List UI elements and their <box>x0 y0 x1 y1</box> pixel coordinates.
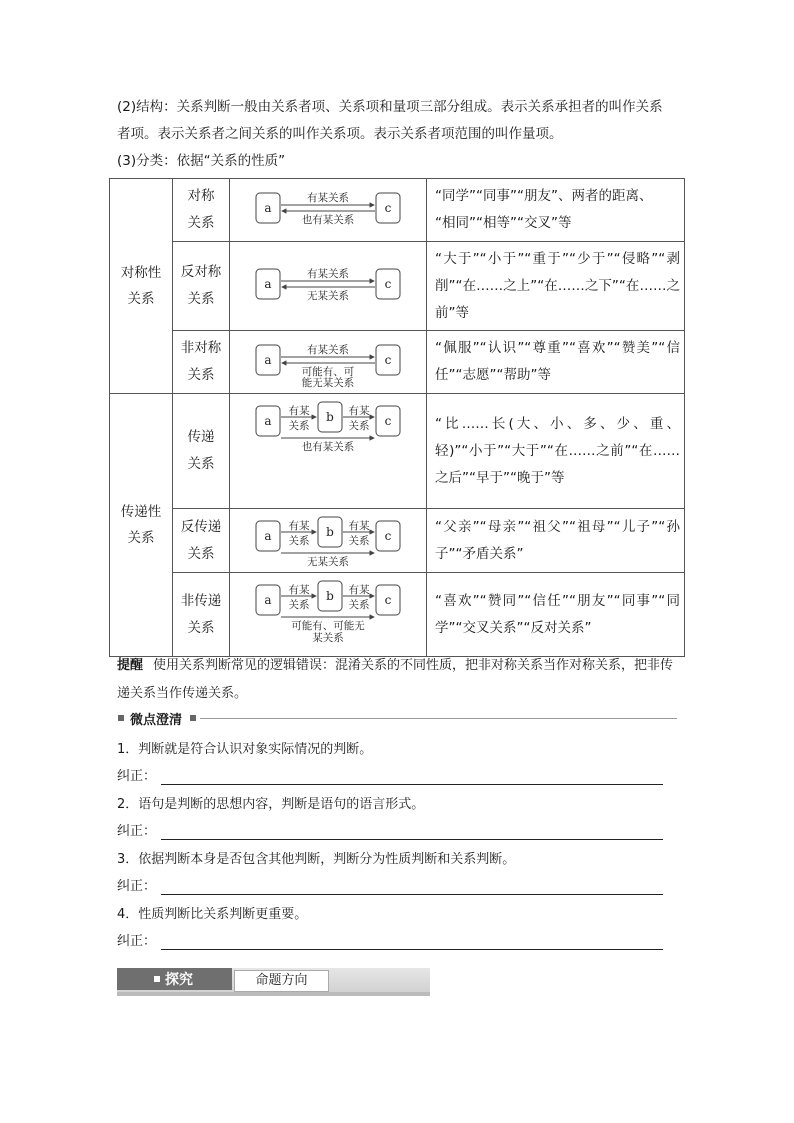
square-bullet-icon <box>118 715 124 721</box>
tip-text: 使用关系判断常见的逻辑错误：混淆关系的不同性质，把非对称关系当作对称关系，把非传递关系当作传递关系。 <box>117 658 674 701</box>
left-relation-label: 有某 <box>288 520 310 532</box>
examples-cell: “父亲”“母亲”“祖父”“祖母”“儿子”“孙子”“矛盾关系” <box>427 509 685 573</box>
tab-inactive: 命题方向 <box>234 970 329 992</box>
answer-blank[interactable] <box>161 894 663 895</box>
diagram-cell <box>230 573 427 657</box>
section-header <box>117 710 677 726</box>
clarify-item: 3．依据判断本身是否包含其他判断，判断分为性质判断和关系判断。 <box>117 852 516 867</box>
relation-bottom-label: 可能有、可 <box>301 366 355 378</box>
intro-line-3: (3)分类：依据“关系的性质” <box>117 153 286 169</box>
category-cell: 传递性 关系 <box>110 394 173 657</box>
relation-diagram <box>230 179 426 237</box>
left-relation-label: 有某 <box>288 584 310 596</box>
relation-table <box>109 178 685 657</box>
intro-line-2: 者项。表示关系者之间关系的叫作关系项。表示关系者项范围的叫作量项。 <box>117 126 563 142</box>
tab-active <box>117 968 232 990</box>
examples-cell: “大于”“小于”“重于”“少于”“侵略”“剥削”“在……之上”“在……之下”“在……之前”等 <box>427 242 685 331</box>
answer-blank[interactable] <box>161 839 663 840</box>
section-tab-bar <box>117 968 430 996</box>
table-row <box>110 242 685 331</box>
tip-label: 提醒 <box>117 658 144 673</box>
relation-type-cell: 传递 关系 <box>173 394 230 509</box>
left-relation-label: 关系 <box>288 535 310 547</box>
relation-type-cell: 非对称 关系 <box>173 331 230 394</box>
square-bullet-icon <box>190 715 196 721</box>
table-row <box>110 394 685 509</box>
right-relation-label: 关系 <box>348 599 370 611</box>
node-c-label: c <box>384 529 392 543</box>
relation-type-cell: 反传递 关系 <box>173 509 230 573</box>
tip-paragraph <box>117 652 682 708</box>
node-c-label: c <box>384 201 392 215</box>
relation-bottom-label: 也有某关系 <box>301 214 355 226</box>
diagram-cell <box>230 242 427 331</box>
clarify-item: 2．语句是判断的思想内容，判断是语句的语言形式。 <box>117 797 425 812</box>
node-b-label: b <box>326 525 334 539</box>
table-row <box>110 509 685 573</box>
correction-label: 纠正： <box>117 769 157 784</box>
clarify-item: 1．判断就是符合认识对象实际情况的判断。 <box>117 742 373 757</box>
node-a-label: a <box>264 201 272 215</box>
relation-bottom-label: 某关系 <box>312 632 344 644</box>
table-row <box>110 331 685 394</box>
relation-diagram <box>230 509 426 568</box>
table-row <box>110 573 685 657</box>
tab-underline <box>117 992 430 996</box>
relation-type-cell: 对称 关系 <box>173 179 230 242</box>
diagram-cell <box>230 509 427 573</box>
relation-top-label: 有某关系 <box>307 192 349 204</box>
relation-bottom-label: 无某关系 <box>307 556 349 568</box>
node-c-label: c <box>384 593 392 607</box>
left-relation-label: 有某 <box>288 405 310 417</box>
left-relation-label: 关系 <box>288 420 310 432</box>
relation-bottom-label: 无某关系 <box>307 290 349 302</box>
left-relation-label: 关系 <box>288 599 310 611</box>
relation-top-label: 有某关系 <box>307 268 349 280</box>
correction-line <box>117 878 677 898</box>
examples-cell: “同学”“同事”“朋友”、两者的距离、 “相同”“相等”“交叉”等 <box>427 179 685 242</box>
node-c-label: c <box>384 353 392 367</box>
correction-line <box>117 933 677 953</box>
clarify-item: 4．性质判断比关系判断更重要。 <box>117 907 308 922</box>
correction-line <box>117 823 677 843</box>
diagram-cell <box>230 394 427 509</box>
right-relation-label: 关系 <box>348 420 370 432</box>
category-cell: 对称性 关系 <box>110 179 173 394</box>
relation-type-cell: 反对称 关系 <box>173 242 230 331</box>
right-relation-label: 有某 <box>348 584 370 596</box>
tab-active-label: 探究 <box>165 972 193 988</box>
relation-diagram <box>230 394 426 504</box>
diagram-cell <box>230 179 427 242</box>
examples-cell: “比……长(大、小、多、少、重、轻)”“小于”“大于”“在……之前”“在……之后”“早于”“晚于”等 <box>427 394 685 509</box>
correction-label: 纠正： <box>117 879 157 894</box>
node-b-label: b <box>326 410 334 424</box>
section-rule <box>200 718 677 719</box>
correction-label: 纠正： <box>117 934 157 949</box>
relation-bottom-label: 能无某关系 <box>301 377 355 389</box>
relation-top-label: 有某关系 <box>307 344 349 356</box>
examples-cell: “喜欢”“赞同”“信任”“朋友”“同事”“同学”“交叉关系”“反对关系” <box>427 573 685 657</box>
node-a-label: a <box>264 593 272 607</box>
right-relation-label: 关系 <box>348 535 370 547</box>
relation-bottom-label: 可能有、可能无 <box>291 620 365 632</box>
node-a-label: a <box>264 353 272 367</box>
relation-diagram <box>230 573 426 652</box>
correction-line <box>117 768 677 788</box>
square-bullet-icon <box>154 976 160 982</box>
section-title: 微点澄清 <box>130 713 183 728</box>
diagram-cell <box>230 331 427 394</box>
right-relation-label: 有某 <box>348 520 370 532</box>
table-row <box>110 179 685 242</box>
node-c-label: c <box>384 277 392 291</box>
node-a-label: a <box>264 277 272 291</box>
relation-diagram <box>230 331 426 389</box>
node-a-label: a <box>264 414 272 428</box>
answer-blank[interactable] <box>161 784 663 785</box>
intro-line-1: (2)结构：关系判断一般由关系者项、关系项和量项三部分组成。表示关系承担者的叫作关系 <box>117 99 663 115</box>
node-c-label: c <box>384 414 392 428</box>
node-a-label: a <box>264 529 272 543</box>
node-b-label: b <box>326 589 334 603</box>
right-relation-label: 有某 <box>348 405 370 417</box>
examples-cell: “佩服”“认识”“尊重”“喜欢”“赞美”“信任”“志愿”“帮助”等 <box>427 331 685 394</box>
relation-bottom-label: 也有某关系 <box>301 441 355 453</box>
correction-label: 纠正： <box>117 824 157 839</box>
answer-blank[interactable] <box>161 949 663 950</box>
relation-type-cell: 非传递 关系 <box>173 573 230 657</box>
relation-diagram <box>230 242 426 326</box>
